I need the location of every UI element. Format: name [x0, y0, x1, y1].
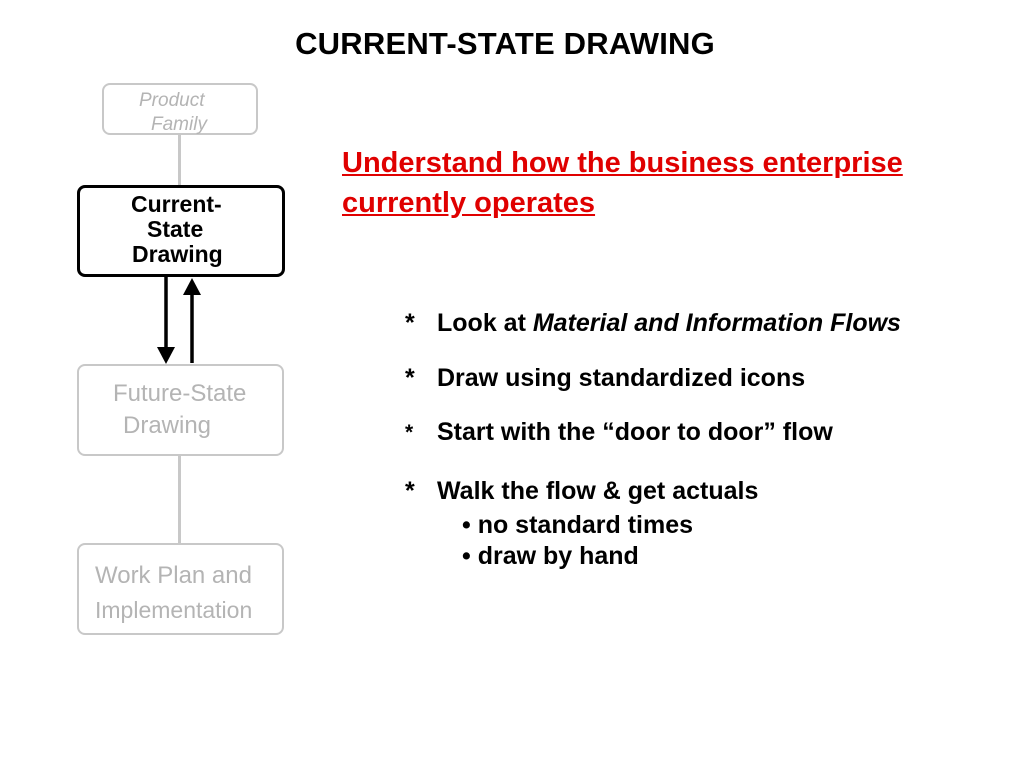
bullet-text: Look at — [437, 309, 533, 337]
product-family-line2: Family — [151, 114, 207, 135]
connector-product-to-current — [178, 135, 181, 185]
future-state-line1: Future-State — [113, 380, 247, 407]
future-state-line2: Drawing — [123, 412, 212, 439]
bullet-marker: * — [405, 309, 415, 337]
flow-arrows — [150, 277, 210, 367]
slide-title: CURRENT-STATE DRAWING — [295, 26, 715, 61]
product-family-line1: Product — [139, 90, 205, 111]
work-plan-line2: Implementation — [95, 597, 253, 623]
bullet-marker: * — [405, 421, 414, 444]
connector-future-to-work — [178, 456, 181, 543]
work-plan-line1: Work Plan and — [95, 562, 252, 589]
key-message-line2: currently operates — [342, 187, 596, 219]
current-state-box — [77, 185, 285, 277]
down-arrow-icon — [157, 277, 175, 364]
work-plan-box — [77, 543, 284, 635]
sub-bullet-item: • draw by hand — [462, 542, 639, 570]
bullet-text: Start with the “door to door” flow — [437, 418, 833, 446]
bullet-marker: * — [405, 477, 415, 505]
current-state-line2: State — [147, 216, 204, 242]
bullet-text: Walk the flow & get actuals — [437, 477, 759, 505]
current-state-line1: Current- — [131, 191, 222, 217]
bullet-marker: * — [405, 364, 415, 392]
up-arrow-icon — [183, 278, 201, 363]
key-message — [342, 143, 903, 223]
future-state-box — [77, 364, 284, 456]
key-message-line1: Understand how the business enterprise — [342, 147, 903, 179]
bullet-text: Draw using standardized icons — [437, 364, 806, 392]
current-state-line3: Drawing — [132, 241, 223, 267]
bullet-emphasis: Material and Information Flows — [532, 309, 901, 337]
sub-bullet-item: • no standard times — [462, 511, 694, 539]
product-family-box — [102, 83, 258, 135]
